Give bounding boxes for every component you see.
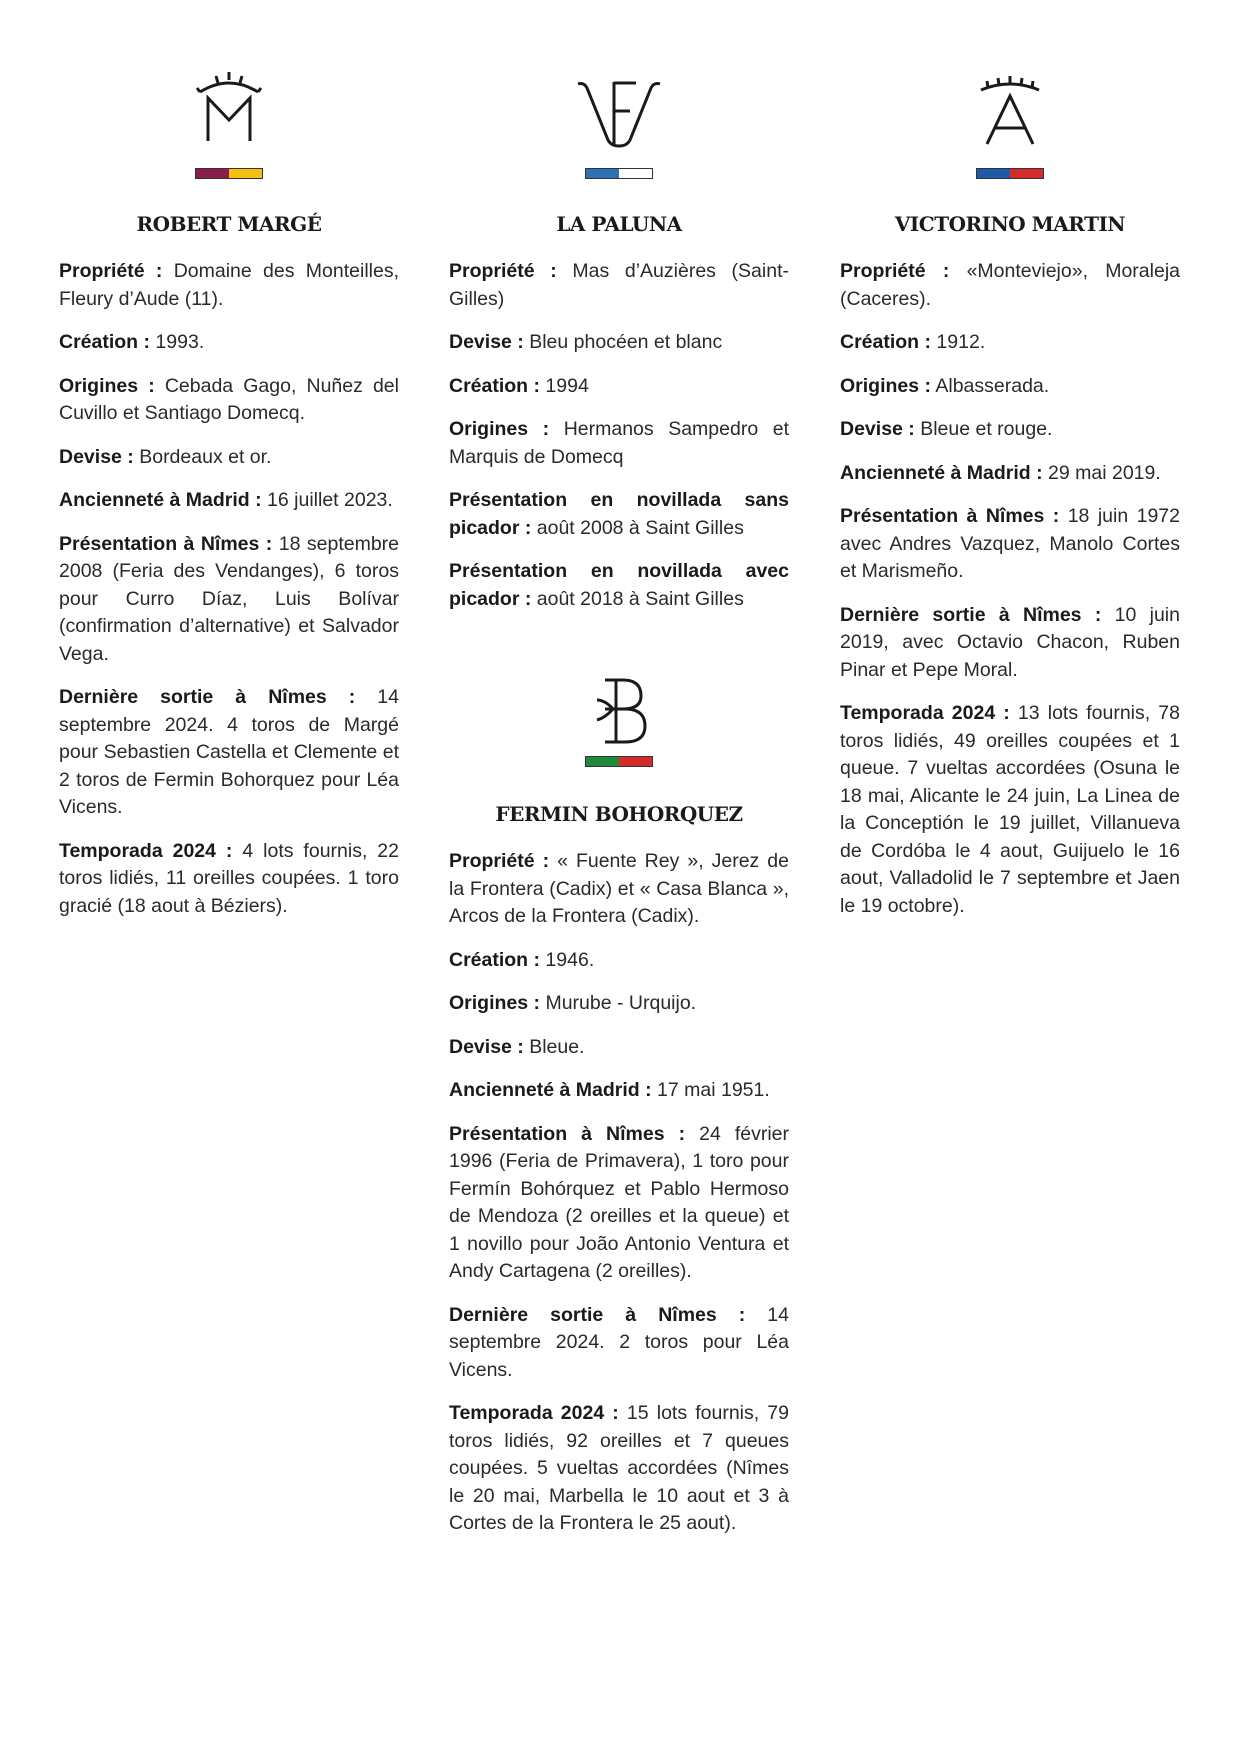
devise-flag [585, 756, 653, 767]
detail-value: 13 lots fournis, 78 toros lidiés, 49 oreilles coupées et 1 queue. 7 vueltas accordées (Osuna le 18 mai, Alicante le 24 juin, La Linea de la Conceptión le 19 juillet, Villanueva de Cordóba le 4 aout, Guijuelo le 16 aout, Valladolid le 7 septembre et Jaen le 19 octobre). [840, 702, 1180, 917]
detail-label: Propriété : [449, 260, 557, 282]
detail-label: Dernière sortie à Nîmes : [59, 686, 356, 708]
detail-label: Création : [449, 948, 541, 971]
detail-value: Hermanos Sampedro et Marquis de Domecq [449, 418, 789, 468]
detail-value: «Monteviejo», Moraleja (Caceres). [840, 260, 1180, 310]
flag-color-rouge [1010, 169, 1043, 178]
detail-devise [449, 1034, 789, 1062]
ranch-logo [59, 68, 399, 188]
detail-temporada [59, 838, 399, 921]
detail-creation [840, 329, 1180, 357]
detail-label: Création : [59, 331, 151, 353]
detail-value: 15 lots fournis, 79 toros lidiés, 92 oreilles et 7 queues coupées. 5 vueltas accordées (Nîmes le 20 mai, Marbella le 10 aout et 3 à Cortes de la Frontera le 25 aout). [449, 1402, 789, 1534]
detail-value: août 2018 à Saint Gilles [531, 587, 744, 610]
detail-value: août 2008 à Saint Gilles [531, 516, 744, 539]
detail-derniere-sortie [449, 1302, 789, 1385]
detail-label: Temporada 2024 : [449, 1402, 619, 1424]
detail-value: 24 février 1996 (Feria de Primavera), 1 toro pour Fermín Bohórquez et Pablo Hermoso de Mendoza (2 oreilles et la queue) et 1 novillo pour João Antonio Ventura et Andy Cartagena (2 oreilles). [449, 1122, 790, 1282]
detail-devise [840, 416, 1180, 444]
detail-presentation-sans-picador [449, 487, 789, 542]
detail-propriete [449, 258, 789, 313]
ranch-logo [449, 676, 789, 796]
detail-value: 16 juillet 2023. [261, 489, 393, 511]
detail-label: Présentation en novillada sans picador : [449, 489, 789, 539]
detail-creation [449, 373, 789, 401]
detail-presentation [59, 531, 399, 669]
detail-value: 18 septembre 2008 (Feria des Vendanges), 6 toros pour Curro Díaz, Luis Bolívar (confirmation d’alternative) et Salvador Vega. [59, 532, 400, 665]
a-brand-icon [975, 74, 1045, 154]
detail-label: Origines : [840, 374, 932, 397]
b-brand-icon [589, 676, 649, 746]
detail-label: Ancienneté à Madrid : [449, 1079, 652, 1101]
flag-color-bleue [977, 169, 1010, 178]
detail-temporada [449, 1400, 789, 1538]
detail-value: Bleue et rouge. [914, 418, 1053, 440]
detail-label: Propriété : [59, 260, 163, 282]
devise-flag [585, 168, 653, 179]
flag-color-vert [586, 757, 619, 766]
detail-origines [449, 990, 789, 1018]
detail-origines [840, 373, 1180, 401]
detail-value: 17 mai 1951. [651, 1079, 770, 1101]
flag-color-bleu [586, 169, 619, 178]
detail-label: Création : [449, 374, 541, 397]
detail-label: Devise : [59, 445, 134, 468]
detail-label: Devise : [840, 418, 915, 440]
detail-value: Bleu phocéen et blanc [523, 331, 723, 353]
ranch-logo [840, 68, 1180, 188]
detail-value: 1946. [540, 948, 595, 971]
detail-label: Origines : [449, 992, 541, 1014]
ranch-details [59, 258, 399, 936]
detail-anciennete [840, 460, 1180, 488]
detail-value: 14 septembre 2024. 2 toros pour Léa Vicens. [449, 1303, 789, 1381]
detail-devise [59, 444, 399, 472]
detail-label: Présentation en novillada avec picador : [449, 560, 789, 610]
detail-label: Temporada 2024 : [840, 702, 1010, 724]
detail-origines [449, 416, 789, 471]
vf-brand-icon [574, 78, 664, 158]
flag-color-rouge [619, 757, 652, 766]
detail-label: Origines : [449, 418, 550, 440]
detail-origines [59, 373, 399, 428]
flag-color-bordeaux [196, 169, 229, 178]
detail-creation [449, 947, 789, 975]
detail-value: 18 juin 1972 avec Andres Vazquez, Manolo Cortes et Marismeño. [840, 505, 1180, 582]
flag-color-or [229, 169, 262, 178]
detail-label: Temporada 2024 : [59, 839, 233, 862]
detail-label: Dernière sortie à Nîmes : [449, 1303, 746, 1326]
detail-value: 29 mai 2019. [1042, 461, 1161, 484]
detail-value: Murube - Urquijo. [540, 992, 697, 1014]
detail-temporada [840, 700, 1180, 920]
detail-anciennete [59, 487, 399, 515]
ranch-name: ROBERT MARGÉ [136, 212, 322, 236]
detail-propriete [840, 258, 1180, 313]
detail-label: Propriété : [840, 260, 950, 282]
detail-label: Présentation à Nîmes : [449, 1122, 686, 1145]
detail-value: 4 lots fournis, 22 toros lidiés, 11 oreilles coupées. 1 toro gracié (18 aout à Béziers). [59, 839, 400, 917]
ranch-details [449, 848, 789, 1554]
detail-presentation [840, 503, 1180, 586]
ranch-name: LA PALUNA [556, 212, 682, 236]
detail-value: Albasserada. [931, 374, 1050, 397]
detail-value: Domaine des Monteilles, Fleury d’Aude (11). [59, 260, 399, 310]
detail-value: « Fuente Rey », Jerez de la Frontera (Cadix) et « Casa Blanca », Arcos de la Frontera (Cadix). [449, 850, 789, 927]
detail-value: 1912. [931, 331, 986, 353]
detail-label: Création : [840, 331, 932, 353]
detail-creation [59, 329, 399, 357]
detail-label: Présentation à Nîmes : [840, 505, 1060, 527]
detail-label: Présentation à Nîmes : [59, 532, 273, 555]
detail-propriete [59, 258, 399, 313]
detail-label: Ancienneté à Madrid : [840, 461, 1043, 484]
detail-value: Cebada Gago, Nuñez del Cuvillo et Santiago Domecq. [59, 374, 399, 424]
detail-value: Bordeaux et or. [133, 445, 272, 468]
detail-label: Ancienneté à Madrid : [59, 489, 262, 511]
detail-presentation-avec-picador [449, 558, 789, 613]
ranch-details [449, 258, 789, 629]
devise-flag [195, 168, 263, 179]
detail-anciennete [449, 1077, 789, 1105]
detail-devise [449, 329, 789, 357]
ranch-name: VICTORINO MARTIN [894, 212, 1126, 236]
detail-derniere-sortie [59, 684, 399, 822]
detail-label: Devise : [449, 1035, 524, 1058]
ranch-logo [449, 68, 789, 188]
flag-color-blanc [619, 169, 652, 178]
m-brand-icon [194, 68, 264, 148]
detail-value: 1993. [150, 331, 205, 353]
detail-label: Origines : [59, 374, 155, 397]
detail-derniere-sortie [840, 602, 1180, 685]
detail-value: Bleue. [523, 1035, 585, 1058]
detail-label: Devise : [449, 331, 524, 353]
detail-value: 10 juin 2019, avec Octavio Chacon, Ruben Pinar et Pepe Moral. [840, 603, 1180, 681]
detail-label: Dernière sortie à Nîmes : [840, 603, 1102, 626]
detail-value: 1994 [540, 374, 589, 397]
detail-value: Mas d’Auzières (Saint-Gilles) [449, 260, 789, 310]
ranch-name: FERMIN BOHORQUEZ [495, 802, 743, 826]
devise-flag [976, 168, 1044, 179]
detail-value: 14 septembre 2024. 4 toros de Margé pour Sebastien Castella et Clemente et 2 toros de Fermin Bohorquez pour Léa Vicens. [59, 686, 399, 818]
detail-presentation [449, 1121, 789, 1286]
detail-label: Propriété : [449, 850, 550, 872]
detail-propriete [449, 848, 789, 931]
ranch-details [840, 258, 1180, 936]
